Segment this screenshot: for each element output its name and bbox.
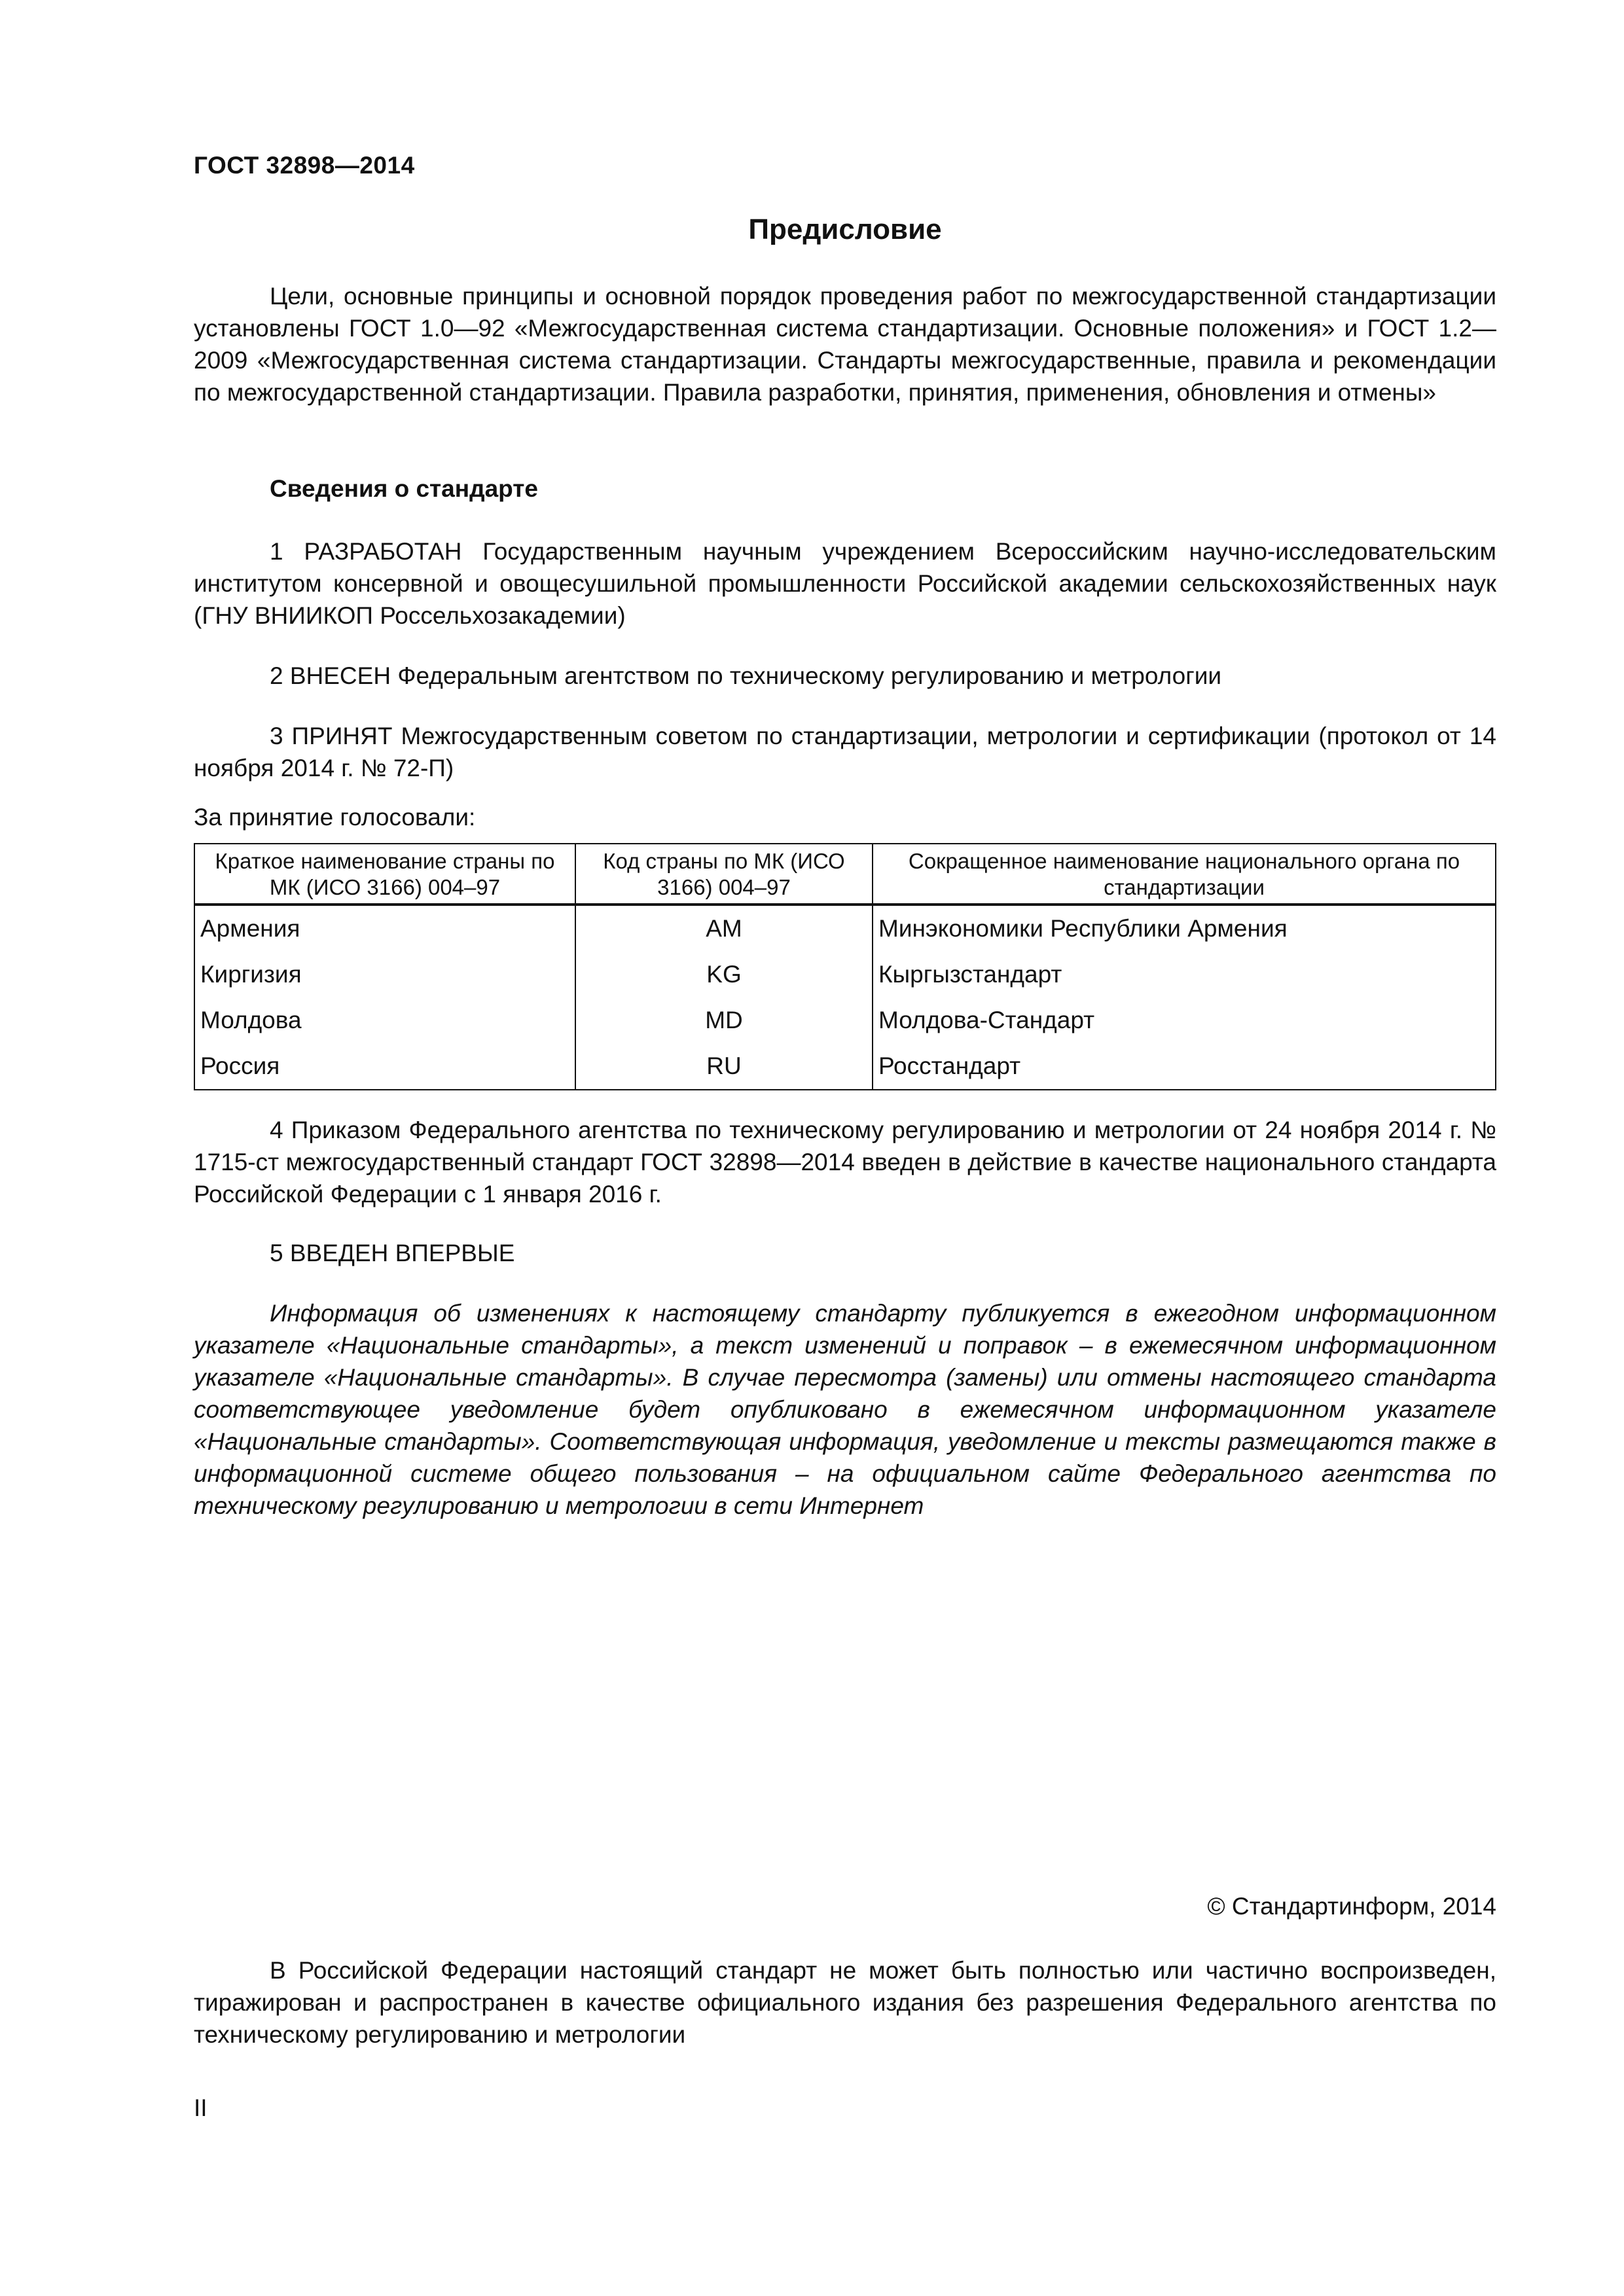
- country-cell: Россия: [194, 1043, 575, 1090]
- body-cell: Молдова-Стандарт: [873, 997, 1496, 1043]
- body-cell: Росстандарт: [873, 1043, 1496, 1090]
- item-1-developed: 1 РАЗРАБОТАН Государственным научным учреждением Всероссийским научно-исследовательским институтом консервной и овощесушильной промышленности Российской академии сельскохозяйственных наук (ГНУ ВНИИКОП Россельхозакадемии): [194, 538, 1496, 629]
- document-id-header: ГОСТ 32898—2014: [194, 152, 415, 179]
- header-body: Сокращенное наименование национального органа по стандартизации: [873, 844, 1496, 905]
- table-row: [194, 952, 1496, 997]
- country-cell: Киргизия: [194, 952, 575, 997]
- intro-paragraph: Цели, основные принципы и основной порядок проведения работ по межгосударственной стандартизации установлены ГОСТ 1.0—92 «Межгосударственная система стандартизации. Основные положения» и ГОСТ 1.2—2009 «Межгосударственная система стандартизации. Стандарты межгосударственные, правила и рекомендации по межгосударственной стандартизации. Правила разработки, принятия, применения, обновления и отмены»: [194, 283, 1496, 406]
- header-country: Краткое наименование страны по МК (ИСО 3166) 004–97: [194, 844, 575, 905]
- page-number: II: [194, 2094, 208, 2121]
- item-4-order: 4 Приказом Федерального агентства по техническому регулированию и метрологии от 24 ноября 2014 г. № 1715-ст межгосударственный стандарт ГОСТ 32898—2014 введен в действие в качестве национального стандарта Российской Федерации с 1 января 2016 г.: [194, 1117, 1496, 1208]
- code-cell: RU: [575, 1043, 873, 1090]
- country-cell: Армения: [194, 905, 575, 952]
- code-cell: AM: [575, 905, 873, 952]
- code-cell: KG: [575, 952, 873, 997]
- header-code: Код страны по МК (ИСО 3166) 004–97: [575, 844, 873, 905]
- voting-table: [194, 843, 1496, 1090]
- vote-label: За принятие голосовали:: [194, 804, 476, 831]
- table-row: [194, 1043, 1496, 1090]
- item-5-first-introduced: 5 ВВЕДЕН ВПЕРВЫЕ: [270, 1240, 515, 1266]
- table-row: [194, 905, 1496, 952]
- changes-info-note: Информация об изменениях к настоящему стандарту публикуется в ежегодном информационном указателе «Национальные стандарты», а текст изменений и поправок – в ежемесячном информационном указателе «Национальные стандарты». В случае пересмотра (замены) или отмены настоящего стандарта соответствующее уведомление будет опубликовано в ежемесячном информационном указателе «Национальные стандарты». Соответствующая информация, уведомление и тексты размещаются также в информационной системе общего пользования – на официальном сайте Федерального агентства по техническому регулированию и метрологии в сети Интернет: [194, 1300, 1496, 1519]
- item-3-adopted: 3 ПРИНЯТ Межгосударственным советом по стандартизации, метрологии и сертификации (протокол от 14 ноября 2014 г. № 72-П): [194, 723, 1496, 781]
- document-page: [194, 0, 1496, 2296]
- table-header-row: [194, 844, 1496, 905]
- page-title: Предисловие: [748, 213, 942, 245]
- reproduction-notice: В Российской Федерации настоящий стандарт не может быть полностью или частично воспроизведен, тиражирован и распространен в качестве официального издания без разрешения Федерального агентства по техническому регулированию и метрологии: [194, 1957, 1496, 2048]
- country-cell: Молдова: [194, 997, 575, 1043]
- code-cell: MD: [575, 997, 873, 1043]
- body-cell: Кыргызстандарт: [873, 952, 1496, 997]
- table-row: [194, 997, 1496, 1043]
- item-2-introduced: 2 ВНЕСЕН Федеральным агентством по техническому регулированию и метрологии: [270, 662, 1222, 689]
- section-heading: Сведения о стандарте: [270, 475, 538, 502]
- body-cell: Минэкономики Республики Армения: [873, 905, 1496, 952]
- copyright-notice: © Стандартинформ, 2014: [1207, 1893, 1496, 1920]
